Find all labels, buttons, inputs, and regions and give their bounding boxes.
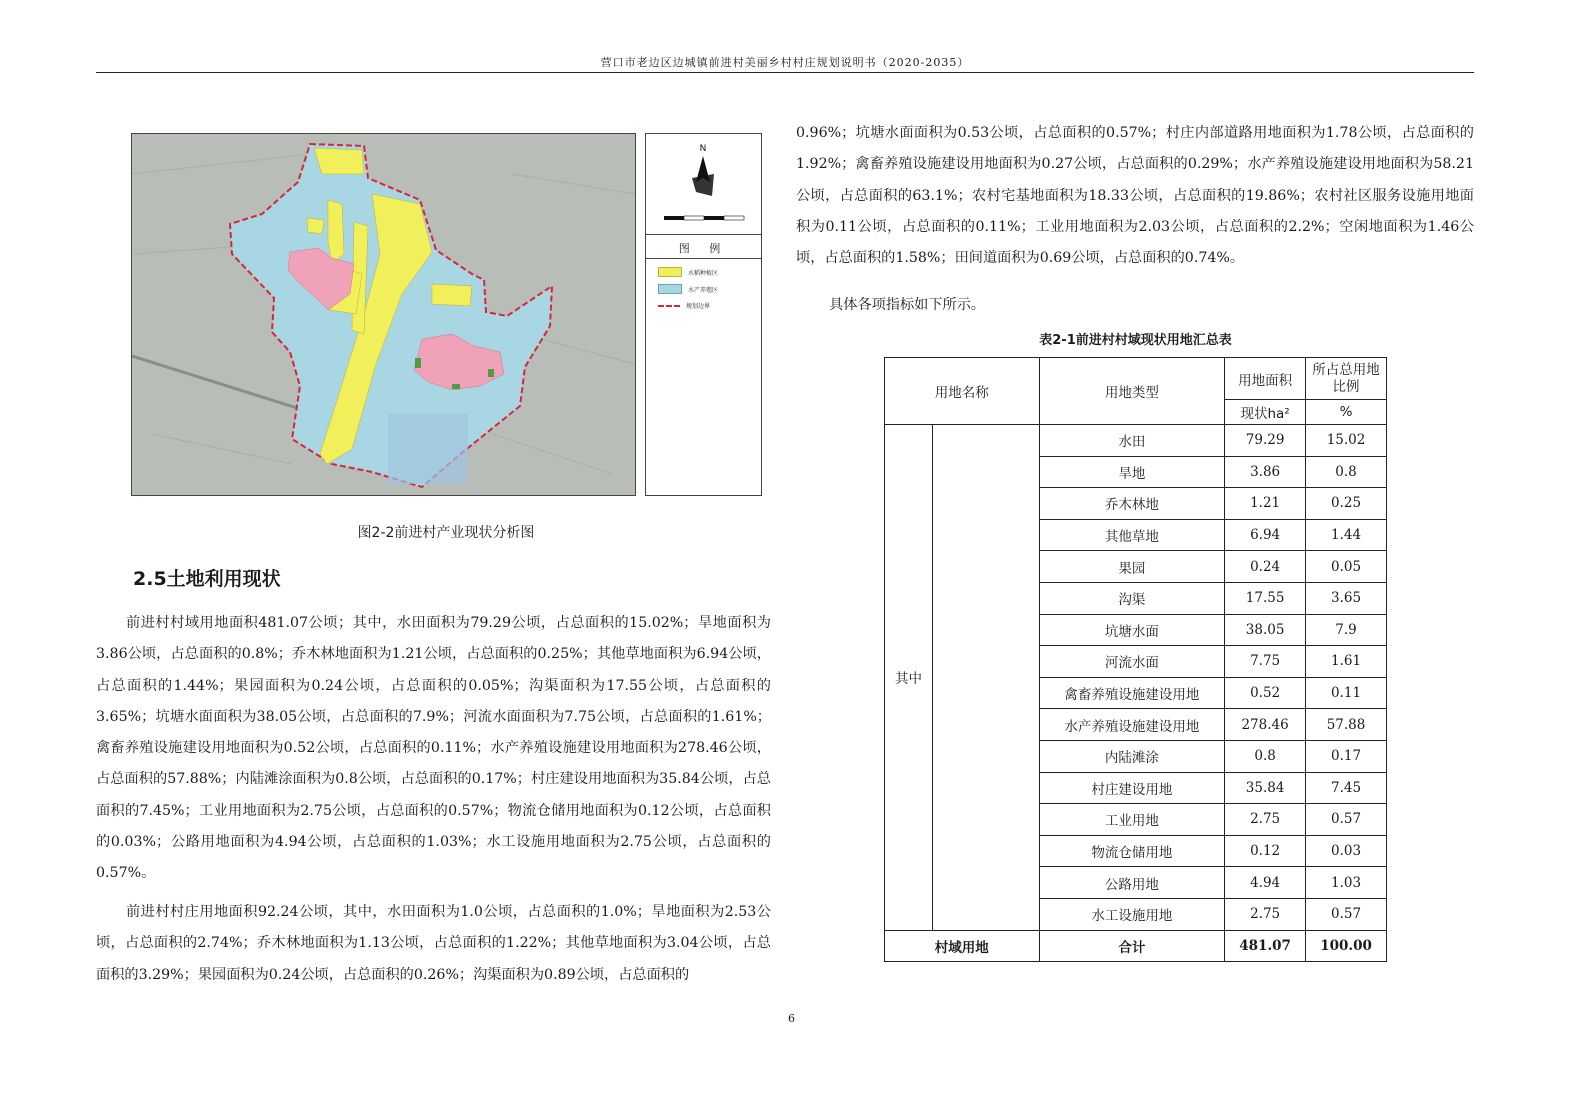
row-ratio: 1.44 (1306, 519, 1387, 551)
row-type: 河流水面 (1039, 646, 1225, 678)
compass-and-scale (646, 134, 761, 234)
row-ratio: 7.45 (1306, 772, 1387, 804)
header-rule (96, 72, 1474, 73)
row-ratio: 0.17 (1306, 740, 1387, 772)
row-ratio: 7.9 (1306, 614, 1387, 646)
row-ratio: 3.65 (1306, 582, 1387, 614)
total-name: 村域用地 (885, 930, 1040, 962)
section-heading: 2.5土地利用现状 (133, 568, 281, 590)
row-type: 禽畜养殖设施建设用地 (1039, 677, 1225, 709)
scale-bar-icon (664, 216, 744, 220)
legend-label: 水稻种植区 (688, 269, 719, 277)
legend-title: 图 例 (678, 242, 729, 255)
row-type: 其他草地 (1039, 519, 1225, 551)
row-area: 79.29 (1225, 425, 1306, 457)
legend-item (658, 267, 718, 277)
total-type: 合计 (1039, 930, 1225, 962)
row-area: 6.94 (1225, 519, 1306, 551)
header-ratio: 所占总用地比例 (1306, 358, 1387, 400)
table-row (885, 425, 1387, 457)
legend-divider (646, 258, 761, 259)
paragraph-settlement-area-cont: 0.96%；坑塘水面面积为0.53公顷，占总面积的0.57%；村庄内部道路用地面积为1.78公顷，占总面积的1.92%；禽畜养殖设施建设用地面积为0.27公顷，占总面积的0.29%；水产养殖设施建设用地面积为58.21公顷，占总面积的63.1%；农村宅基地面积为18.33公顷，占总面积的19.86%；农村社区服务设施用地面积为0.11公顷，占总面积的0.11%；工业用地面积为2.03公顷，占总面积的2.2%；空闲地面积为1.46公顷，占总面积的1.58%；田间道面积为0.69公顷，占总面积的0.74%。 (796, 125, 1474, 267)
page-header: 营口市老边区边城镇前进村美丽乡村村庄规划说明书（2020-2035） (600, 56, 970, 69)
header-ratio-unit: % (1306, 400, 1387, 425)
row-ratio: 0.57 (1306, 804, 1387, 836)
row-type: 内陆滩涂 (1039, 740, 1225, 772)
row-area: 2.75 (1225, 898, 1306, 930)
row-ratio: 57.88 (1306, 709, 1387, 741)
pond-block (388, 414, 468, 484)
page-number: 6 (788, 1012, 795, 1025)
land-use-table (884, 357, 1387, 962)
row-ratio: 0.8 (1306, 456, 1387, 488)
legend-label: 水产养殖区 (688, 286, 719, 294)
figure-caption: 图2-2前进村产业现状分析图 (357, 525, 535, 541)
row-type: 乔木林地 (1039, 488, 1225, 520)
legend-divider (646, 234, 761, 235)
row-area: 38.05 (1225, 614, 1306, 646)
row-ratio: 1.61 (1306, 646, 1387, 678)
paragraph-village-area: 前进村村域用地面积481.07公顷；其中，水田面积为79.29公顷，占总面积的15.02%；旱地面积为3.86公顷，占总面积的0.8%；乔木林地面积为1.21公顷，占总面积的0.25%；其他草地面积为6.94公顷，占总面积的1.44%；果园面积为0.24公顷，占总面积的0.05%；沟渠面积为17.55公顷，占总面积的3.65%；坑塘水面面积为38.05公顷，占总面积的7.9%；河流水面面积为7.75公顷，占总面积的1.61%；禽畜养殖设施建设用地面积为0.52公顷，占总面积的0.11%；水产养殖设施建设用地面积为278.46公顷，占总面积的57.88%；内陆滩涂面积为0.8公顷，占总面积的0.17%；村庄建设用地面积为35.84公顷，占总面积的7.45%；工业用地面积为2.75公顷，占总面积的0.57%；物流仓储用地面积为0.12公顷，占总面积的0.03%；公路用地面积为4.94公顷，占总面积的1.03%；水工设施用地面积为2.75公顷，占总面积的0.57%。 (96, 615, 771, 882)
land-use-map (131, 133, 636, 496)
group-spacer (932, 425, 1039, 931)
row-ratio: 1.03 (1306, 867, 1387, 899)
row-ratio: 0.05 (1306, 551, 1387, 583)
legend-label: 规划边界 (686, 303, 711, 310)
row-type: 水产养殖设施建设用地 (1039, 709, 1225, 741)
paragraph-settlement-area: 前进村村庄用地面积92.24公顷，其中，水田面积为1.0公顷，占总面积的1.0%；旱地面积为2.53公顷，占总面积的2.74%；乔木林地面积为1.13公顷，占总面积的1.22%；其他草地面积为3.04公顷，占总面积的3.29%；果园面积为0.24公顷，占总面积的0.26%；沟渠面积为0.89公顷，占总面积的 (96, 904, 771, 983)
header-land-type: 用地类型 (1039, 358, 1225, 425)
group-label: 其中 (885, 425, 933, 931)
paragraph-intro: 具体各项指标如下所示。 (829, 297, 986, 313)
total-area: 481.07 (1225, 930, 1306, 962)
row-type: 物流仓储用地 (1039, 835, 1225, 867)
row-type: 工业用地 (1039, 804, 1225, 836)
north-label: N (699, 144, 707, 154)
row-type: 村庄建设用地 (1039, 772, 1225, 804)
row-area: 0.52 (1225, 677, 1306, 709)
row-area: 278.46 (1225, 709, 1306, 741)
row-ratio: 0.57 (1306, 898, 1387, 930)
row-area: 1.21 (1225, 488, 1306, 520)
row-area: 35.84 (1225, 772, 1306, 804)
row-type: 水田 (1039, 425, 1225, 457)
legend-item (658, 284, 718, 294)
legend-item (658, 301, 710, 310)
header-area: 用地面积 (1225, 358, 1306, 400)
row-area: 3.86 (1225, 456, 1306, 488)
row-area: 7.75 (1225, 646, 1306, 678)
total-ratio: 100.00 (1306, 930, 1387, 962)
aquaculture-swatch-icon (658, 284, 682, 294)
row-area: 0.24 (1225, 551, 1306, 583)
row-type: 沟渠 (1039, 582, 1225, 614)
row-area: 0.8 (1225, 740, 1306, 772)
table-total-row (885, 930, 1387, 962)
map-legend-panel (645, 133, 762, 496)
row-type: 水工设施用地 (1039, 898, 1225, 930)
map-svg (132, 134, 635, 495)
row-type: 坑塘水面 (1039, 614, 1225, 646)
boundary-line-icon (658, 305, 680, 307)
row-ratio: 15.02 (1306, 425, 1387, 457)
row-type: 公路用地 (1039, 867, 1225, 899)
row-ratio: 0.11 (1306, 677, 1387, 709)
row-type: 果园 (1039, 551, 1225, 583)
row-area: 4.94 (1225, 867, 1306, 899)
header-land-name: 用地名称 (885, 358, 1040, 425)
row-type: 旱地 (1039, 456, 1225, 488)
row-ratio: 0.25 (1306, 488, 1387, 520)
paddy-swatch-icon (658, 267, 682, 277)
header-area-unit: 现状ha² (1225, 400, 1306, 425)
row-area: 2.75 (1225, 804, 1306, 836)
row-ratio: 0.03 (1306, 835, 1387, 867)
row-area: 17.55 (1225, 582, 1306, 614)
row-area: 0.12 (1225, 835, 1306, 867)
table-caption: 表2-1前进村村域现状用地汇总表 (1039, 333, 1232, 348)
